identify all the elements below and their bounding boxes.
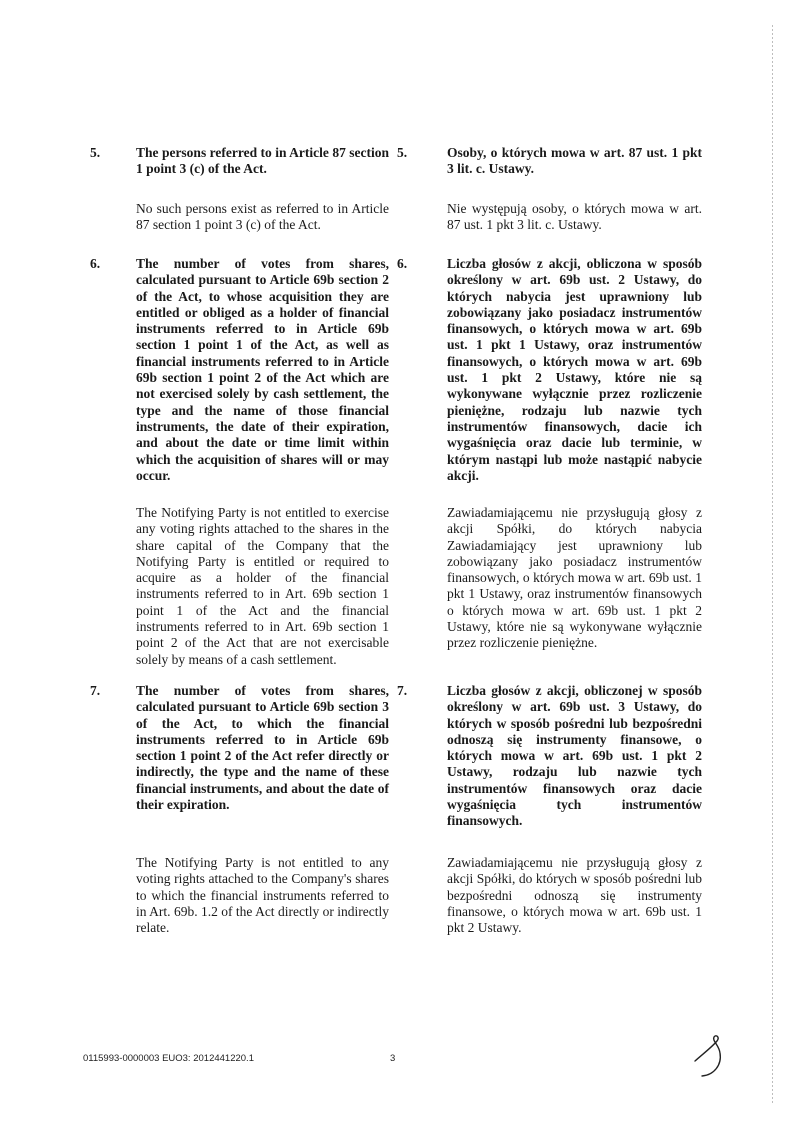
section-5-body-pl: Nie występują osoby, o których mowa w art. 87 ust. 1 pkt 3 lit. c. Ustawy. — [447, 201, 702, 233]
signature-initial-icon — [692, 1033, 732, 1081]
section-6-number-en: 6. — [90, 256, 101, 271]
section-5-number-en: 5. — [90, 145, 101, 160]
section-6-body-pl: Zawiadamiającemu nie przysługują głosy z akcji Spółki, do których nabycia Zawiadamiający jest uprawniony lub zobowiązany jako posiadacz instrumentów finansowych, o których mowa w art. 69b ust. 1 pkt 1 Ustawy, oraz instrumentów finansowych o których mowa w art. 69b ust. 1 pkt 2 Ustawy, które nie są wykonywane wyłącznie przez rozliczenie pieniężne. — [447, 505, 702, 651]
scan-margin-line — [772, 25, 773, 1105]
section-5-heading-en: The persons referred to in Article 87 section 1 point 3 (c) of the Act. — [136, 145, 389, 177]
section-5-number-pl: 5. — [397, 145, 408, 160]
section-6-number-pl: 6. — [397, 256, 408, 271]
section-5-heading-pl: Osoby, o których mowa w art. 87 ust. 1 pkt 3 lit. c. Ustawy. — [447, 145, 702, 177]
section-6-heading-en: The number of votes from shares, calculated pursuant to Article 69b section 2 of the Act, to whose acquisition they are entitled or obliged as a holder of financial instruments referred to in Article 69b section 1 point 1 of the Act, as well as financial instruments referred to in Article 69b section 1 point 2 of the Act which are not exercised solely by cash settlement, the type and the name of those financial instruments, the date of their expiration, and about the date or time limit within which the acquisition of shares will or may occur. — [136, 256, 389, 483]
page-number: 3 — [390, 1053, 396, 1064]
section-6-body-en: The Notifying Party is not entitled to exercise any voting rights attached to the shares in the share capital of the Company that the Notifying Party is entitled or required to acquire as a holder of the financial instruments referred to in Art. 69b section 1 point 1 of the Act and the financial instruments referred to in Art. 69b section 1 point 2 of the Act that are not exercisable solely by means of a cash settlement. — [136, 505, 389, 667]
section-7-number-pl: 7. — [397, 683, 408, 698]
section-7-heading-en: The number of votes from shares, calculated pursuant to Article 69b section 3 of the Act, to which the financial instruments referred to in Article 69b section 1 point 2 of the Act refer directly or indirectly, the type and the name of these financial instruments, and about the date of their expiration. — [136, 683, 389, 813]
section-7-body-pl: Zawiadamiającemu nie przysługują głosy z akcji Spółki, do których w sposób pośredni lub bezpośredni odnoszą się instrumenty finansowe, o których mowa w art. 69b ust. 1 pkt 2 Ustawy. — [447, 855, 702, 936]
section-5-body-en: No such persons exist as referred to in Article 87 section 1 point 3 (c) of the Act. — [136, 201, 389, 233]
section-7-heading-pl: Liczba głosów z akcji, obliczonej w sposób określony w art. 69b ust. 3 Ustawy, do których w sposób pośredni lub bezpośredni odnoszą się instrumenty finansowe, o których mowa w art. 69b ust. 1 pkt 2 Ustawy, rodzaju lub nazwie tych instrumentów finansowych oraz dacie wygaśnięcia tych instrumentów finansowych. — [447, 683, 702, 829]
section-6-heading-pl: Liczba głosów z akcji, obliczona w sposób określony w art. 69b ust. 2 Ustawy, do których nabycia jest uprawniony lub zobowiązany jako posiadacz instrumentów finansowych, o których mowa w art. 69b ust. 1 pkt 1 Ustawy, oraz instrumentów finansowych, o których mowa w art. 69b ust. 1 pkt 2 Ustawy, które nie są wykonywane wyłącznie przez rozliczenie pieniężne, rodzaju lub nazwie tych instrumentów finansowych, dacie ich wygaśnięcia oraz dacie lub terminie, w którym nastąpi lub może nastąpić nabycie akcji. — [447, 256, 702, 483]
section-7-body-en: The Notifying Party is not entitled to any voting rights attached to the Company's shares to which the financial instruments referred to in Art. 69b. 1.2 of the Act directly or indirectly relate. — [136, 855, 389, 936]
document-reference: 0115993-0000003 EUO3: 2012441220.1 — [83, 1053, 254, 1064]
section-7-number-en: 7. — [90, 683, 101, 698]
